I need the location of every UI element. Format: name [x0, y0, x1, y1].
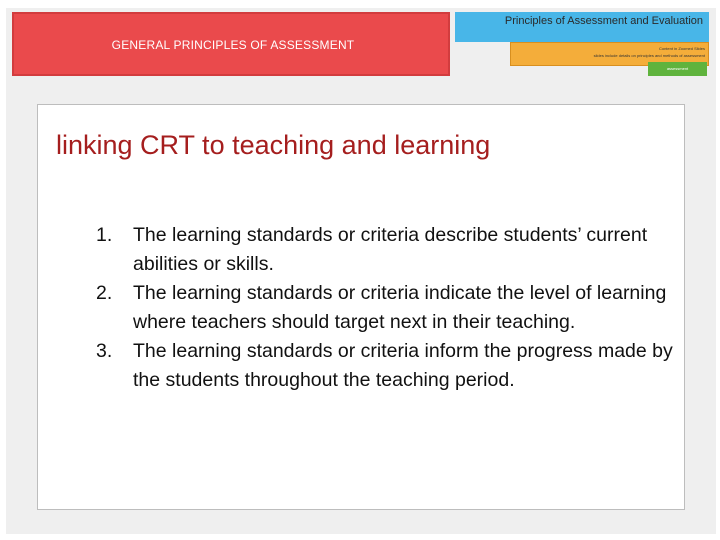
- list-item-number: 2.: [96, 282, 113, 304]
- topic-badge-label: assessment: [666, 66, 689, 71]
- course-title: Principles of Assessment and Evaluation: [504, 15, 703, 27]
- list-item-number: 1.: [96, 224, 113, 246]
- list-item-number: 3.: [96, 340, 113, 362]
- list-item: [96, 221, 676, 279]
- list-item: [96, 337, 676, 395]
- topic-badge: [648, 62, 707, 76]
- section-title: GENERAL PRINCIPLES OF ASSESSMENT: [111, 38, 355, 52]
- list-item-text: The learning standards or criteria describe students’ current abilities or skills.: [133, 224, 648, 275]
- info-banner-line-2: slides include details on principles and methods of assessment: [593, 53, 705, 58]
- list-item-text: The learning standards or criteria indicate the level of learning where teachers should target next in their teaching.: [133, 282, 667, 333]
- info-banner-line-1: Content in Zoomed Slides: [658, 46, 705, 51]
- list-item-text: The learning standards or criteria inform the progress made by the students throughout the teaching period.: [133, 340, 673, 391]
- slide-title: linking CRT to teaching and learning: [56, 130, 491, 160]
- list-item: [96, 279, 676, 337]
- course-header: [455, 12, 709, 42]
- point-list: [96, 221, 676, 395]
- section-header: [12, 12, 450, 76]
